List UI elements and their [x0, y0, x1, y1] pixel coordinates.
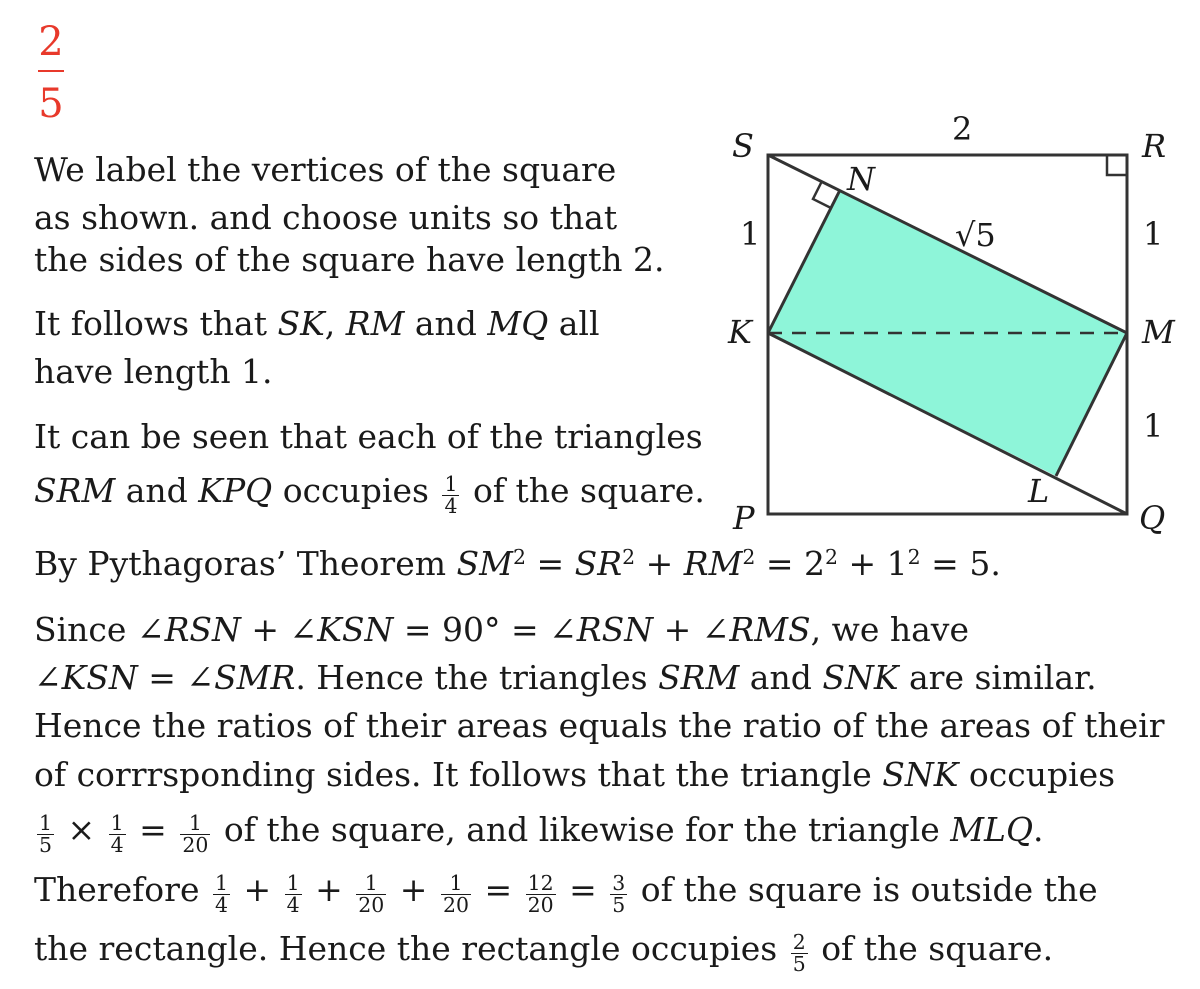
label-K: K: [728, 313, 752, 351]
text-line-11: Hence the ratios of their areas equals the ratio of the areas of their: [34, 706, 1165, 745]
text-line-7: SRM and KPQ occupies $\frac{1}{4}$ of the square.: [34, 471, 705, 519]
fraction-twentieth: $\frac{1}{20}$: [182, 811, 209, 858]
square-figure: [720, 110, 1190, 540]
label-M: M: [1142, 313, 1175, 351]
answer-fraction-bar: [38, 70, 64, 72]
answer-fraction: [34, 19, 68, 127]
answer-numerator: 2: [38, 19, 64, 65]
label-length-right-lower: 1: [1143, 407, 1164, 445]
text-line-10: ∠KSN = ∠SMR. Hence the triangles SRM and SNK are similar.: [34, 658, 1097, 697]
text-line-13: $\frac{1}{5}$ × $\frac{1}{4}$ = $\frac{1}{20}$ of the square, and likewise for the triangle MLQ.: [39, 810, 1044, 858]
label-length-left-upper: 1: [740, 215, 761, 253]
text-line-14: Therefore $\frac{1}{4}$ + $\frac{1}{4}$ + $\frac{1}{20}$ + $\frac{1}{20}$ = $\frac{12}{20}$ = $\frac{3}{5}$ of the square is outside the: [34, 870, 1098, 918]
label-Q: Q: [1139, 499, 1166, 537]
label-length-top: 2: [952, 110, 973, 148]
text-line-9: Since ∠RSN + ∠KSN = 90° = ∠RSN + ∠RMS, we have: [34, 610, 969, 649]
text-line-3: the sides of the square have length 2.: [34, 240, 665, 279]
label-P: P: [733, 499, 755, 537]
text-line-5: have length 1.: [34, 352, 273, 391]
text-line-6: It can be seen that each of the triangles: [34, 417, 703, 456]
text-line-4: It follows that SK, RM and MQ all: [34, 304, 600, 343]
answer-denominator: 5: [38, 81, 64, 127]
text-line-8: By Pythagoras’ Theorem $SM^2 = SR^2 + RM^2 = 2^2 + 1^2 = 5$.: [34, 544, 1001, 583]
label-L: L: [1028, 472, 1050, 510]
fraction-fifth: $\frac{1}{5}$: [39, 811, 53, 858]
label-length-right-upper: 1: [1143, 215, 1164, 253]
text-line-1: We label the vertices of the square: [34, 150, 617, 189]
fraction-quarter-2: $\frac{1}{4}$: [110, 811, 124, 858]
text-line-12: of corrrsponding sides. It follows that the triangle SNK occupies: [34, 755, 1116, 794]
label-S: S: [732, 127, 754, 165]
label-R: R: [1142, 127, 1167, 165]
label-N: N: [847, 160, 875, 198]
text-line-15: the rectangle. Hence the rectangle occupies $\frac{2}{5}$ of the square.: [34, 929, 1054, 977]
fraction-quarter: $\frac{1}{4}$: [444, 472, 458, 519]
label-length-diag: √5: [955, 216, 996, 254]
fraction-two-fifths: $\frac{2}{5}$: [792, 930, 806, 977]
right-angle-mark-R: [1107, 155, 1127, 175]
text-line-2: as shown. and choose units so that: [34, 198, 618, 237]
